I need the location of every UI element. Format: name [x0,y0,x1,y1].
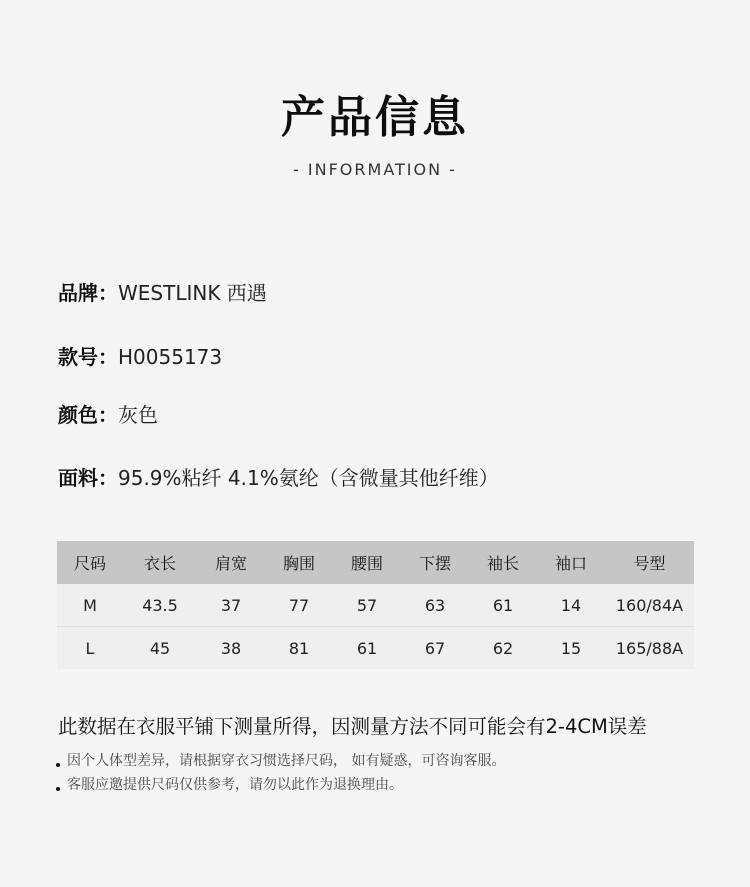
table-cell: 81 [265,627,333,670]
table-cell: 43.5 [123,584,197,627]
bullet-dot-icon [56,763,60,767]
table-row [57,584,694,627]
size-table-header-cell: 胸围 [265,541,333,584]
brand-label: 品牌： [58,281,118,305]
table-cell: 15 [537,627,605,670]
info-row-style-number [58,343,222,371]
table-cell: 61 [333,627,401,670]
style-number-label: 款号： [58,345,118,369]
brand-value: WESTLINK 西遇 [118,281,267,305]
size-table-header-cell: 袖长 [469,541,537,584]
size-table-header-cell: 下摆 [401,541,469,584]
page-title: 产品信息 [281,92,469,143]
table-cell: 67 [401,627,469,670]
size-table-header-cell: 腰围 [333,541,401,584]
page-subtitle: - INFORMATION - [293,160,457,179]
info-row-brand [58,279,267,307]
size-table-header-cell: 尺码 [57,541,123,584]
table-cell: 57 [333,584,401,627]
size-note-2 [56,775,403,795]
table-cell: 62 [469,627,537,670]
color-label: 颜色： [58,403,118,427]
size-table-header-cell: 肩宽 [197,541,265,584]
table-cell: 165/88A [605,627,694,670]
table-cell: 77 [265,584,333,627]
fabric-value: 95.9%粘纤 4.1%氨纶（含微量其他纤维） [118,466,499,490]
color-value: 灰色 [118,403,158,427]
table-cell: 14 [537,584,605,627]
table-row [57,627,694,670]
size-table-header-row [57,541,694,584]
size-note-2-text: 客服应邀提供尺码仅供参考，请勿以此作为退换理由。 [67,777,403,793]
size-table-header-cell: 号型 [605,541,694,584]
bullet-dot-icon [56,787,60,791]
size-table-header-cell: 衣长 [123,541,197,584]
size-table-header-cell: 袖口 [537,541,605,584]
table-cell: 38 [197,627,265,670]
info-row-fabric [58,464,499,492]
table-cell: 61 [469,584,537,627]
measurement-note: 此数据在衣服平铺下测量所得，因测量方法不同可能会有2-4CM误差 [58,715,647,738]
table-cell: 63 [401,584,469,627]
info-row-color [58,401,158,429]
fabric-label: 面料： [58,466,118,490]
size-note-1-text: 因个人体型差异，请根据穿衣习惯选择尺码， 如有疑惑，可咨询客服。 [67,753,506,769]
size-table [57,541,694,669]
style-number-value: H0055173 [118,345,223,369]
size-note-1 [56,751,505,771]
table-cell: 45 [123,627,197,670]
table-cell: 37 [197,584,265,627]
table-cell: 160/84A [605,584,694,627]
table-cell: L [57,627,123,670]
table-cell: M [57,584,123,627]
